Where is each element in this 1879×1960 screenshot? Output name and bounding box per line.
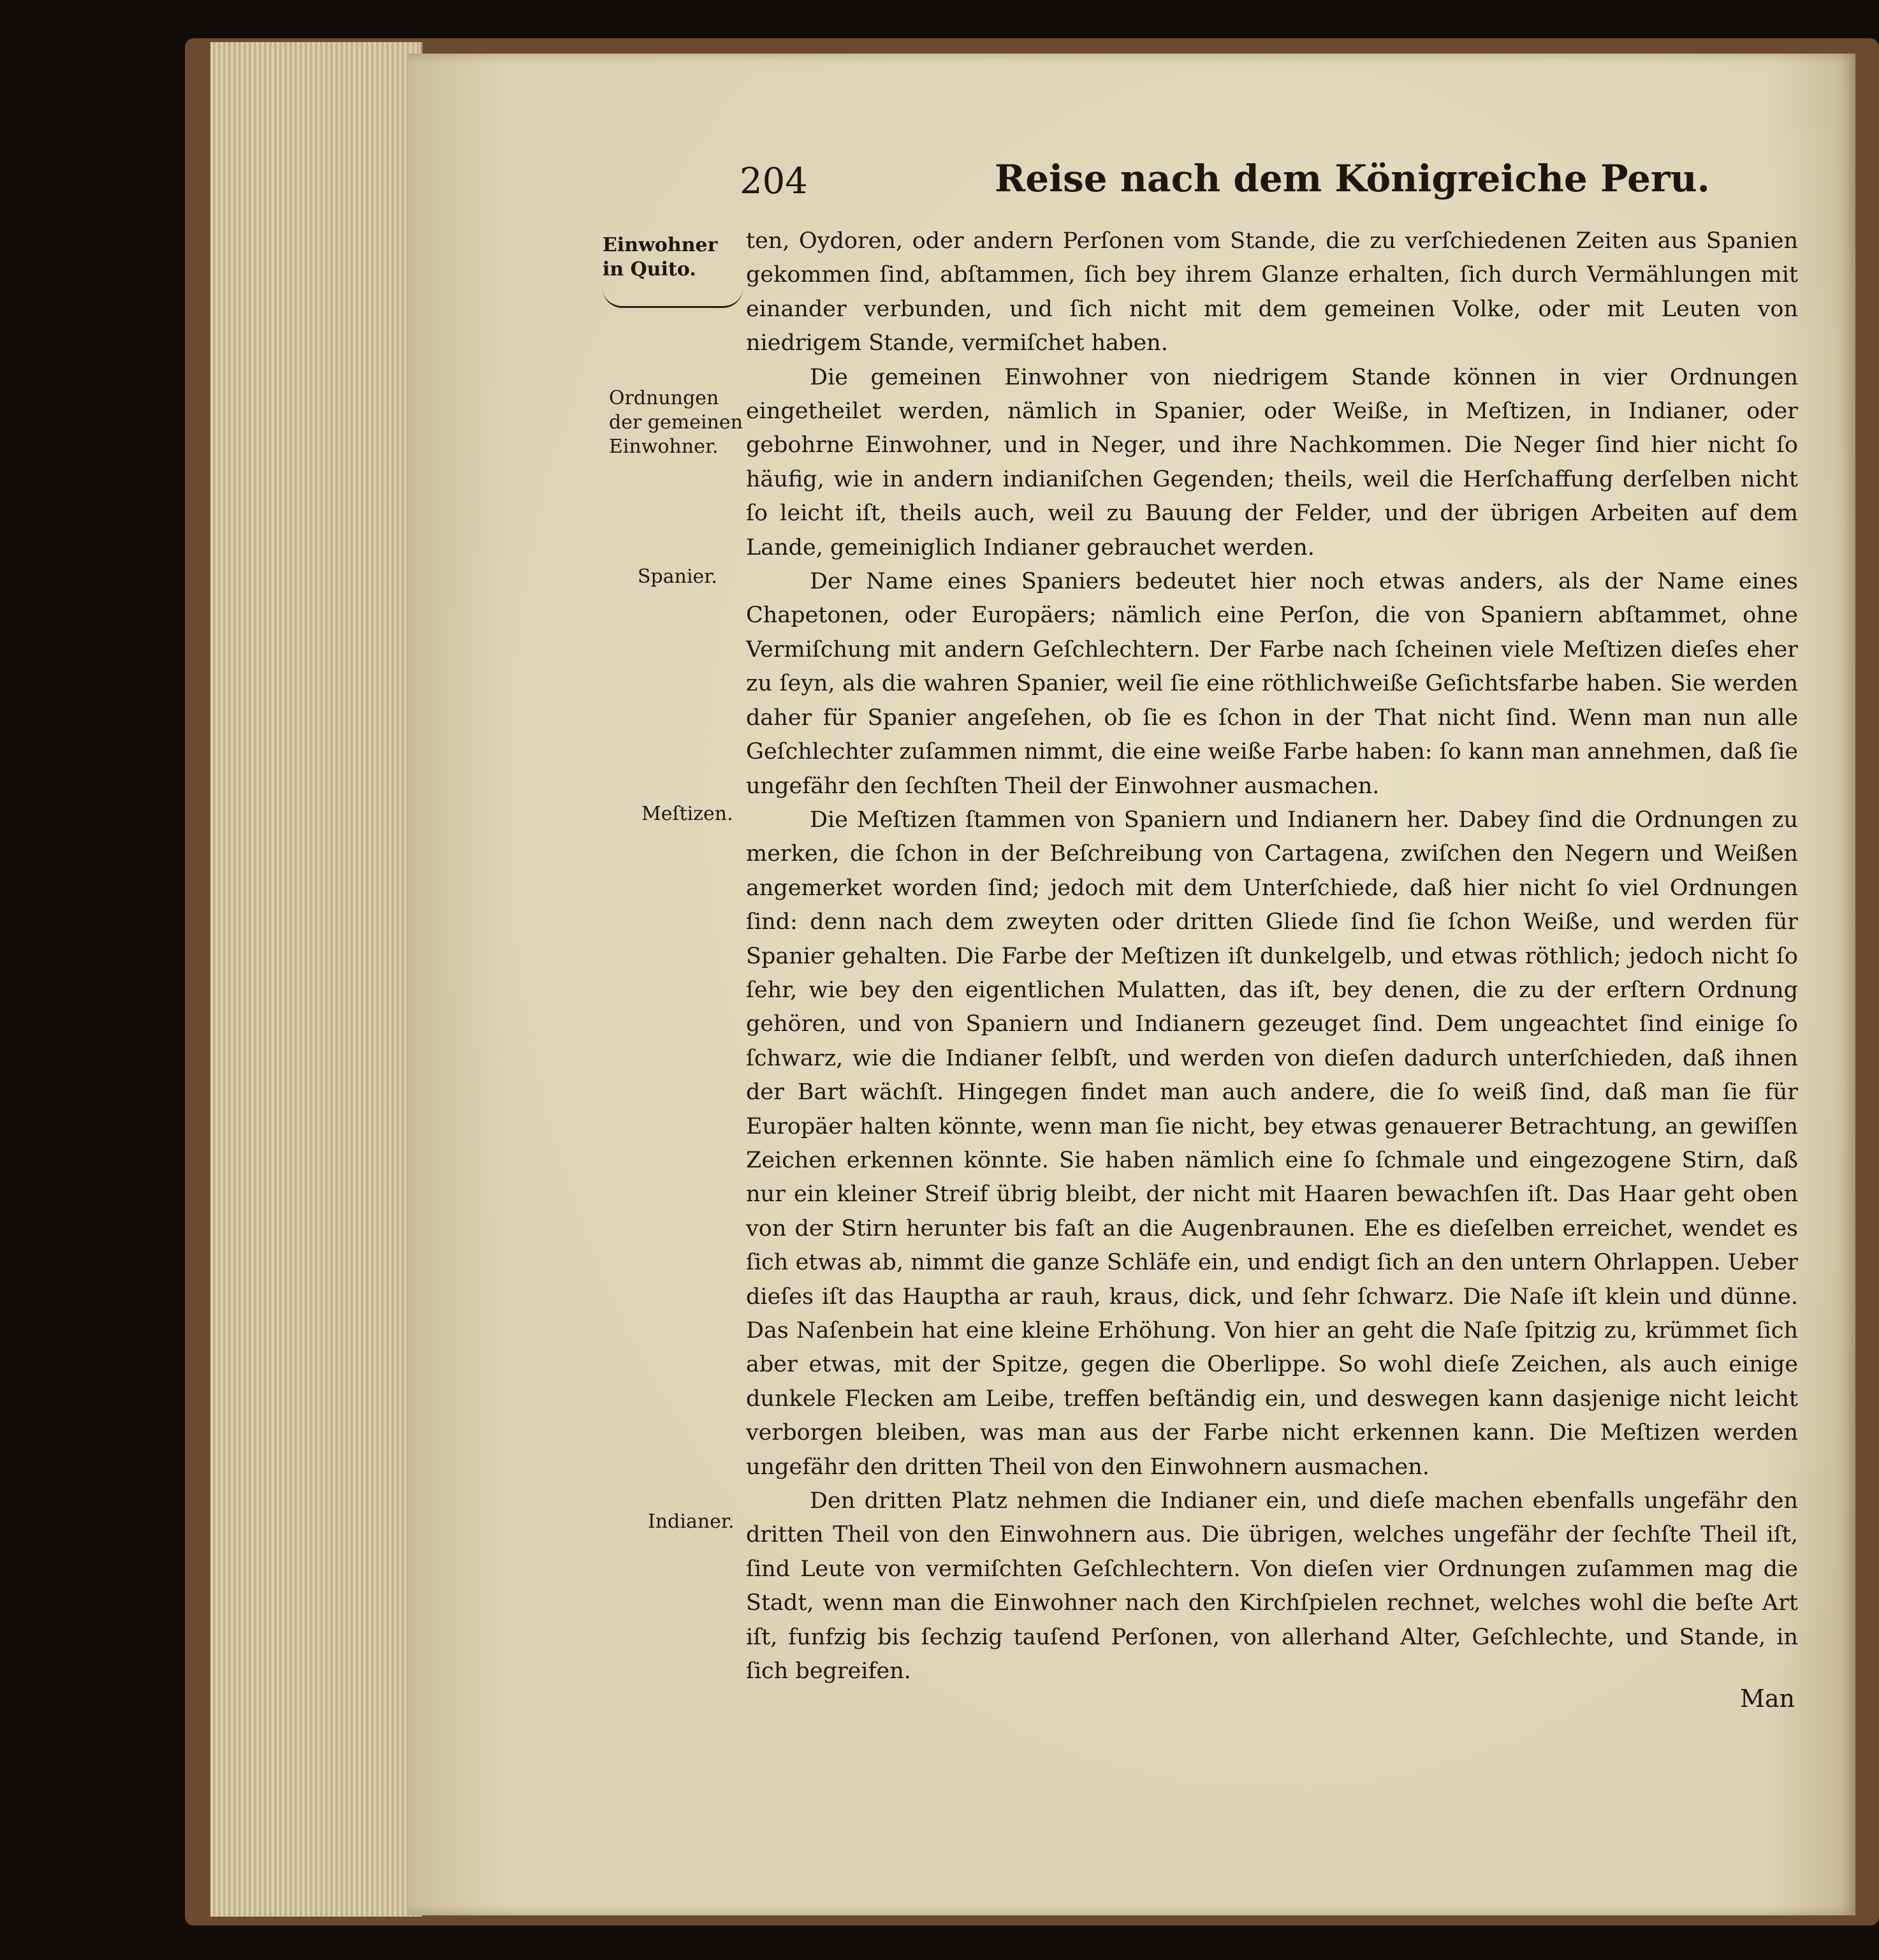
page-number: 204 — [740, 161, 808, 202]
paragraph-indianer: Den dritten Platz nehmen die Indianer ein, und dieſe machen ebenfalls ungefähr den dritten Theil von den Einwohnern aus. Die übrigen, welches ungefähr der ſechſte Theil iſt, ſind Leute von vermiſchten Geſchlechtern. Von dieſen vier Ordnungen zuſammen mag die Stadt, wenn man die Einwohner nach den Kirchſpielen rechnet, welches wohl die beſte Art iſt, funfzig bis ſechzig tauſend Perſonen, von allerhand Alter, Geſchlechte, und Stande, in ſich begreifen. — [746, 1488, 1798, 1685]
marginal-note-einwohner — [603, 233, 717, 282]
marginal-note-spanier: Spanier. — [638, 566, 717, 588]
marginal-ordnungen-line1: Ordnungen — [609, 387, 719, 409]
marginal-brace — [603, 288, 743, 308]
marginal-ordnungen-line2: der gemeinen — [609, 411, 743, 434]
page-edges — [210, 42, 423, 1917]
marginal-note-mestizen: Meſtizen. — [641, 803, 733, 825]
body-text — [746, 224, 1798, 1688]
paragraph-mestizen: Die Meſtizen ſtammen von Spaniern und Indianern her. Dabey ſind die Ordnungen zu merken, die ſchon in der Beſchreibung von Cartagena, zwiſchen den Negern und Weißen angemerket worden ſind; jedoch mit dem Unterſchiede, daß hier nicht ſo viel Ordnungen ſind: denn nach dem zweyten oder dritten Gliede ſind ſie ſchon Weiße, und werden für Spanier gehalten. Die Farbe der Meſtizen iſt dunkelgelb, und etwas röthlich; jedoch nicht ſo ſehr, wie bey den eigentlichen Mulatten, das iſt, bey denen, die zu der erſtern Ordnung gehören, und von Spaniern und Indianern gezeuget ſind. Dem ungeachtet ſind einige ſo ſchwarz, wie die Indianer ſelbſt, und werden von dieſen dadurch unterſchieden, daß ihnen der Bart wächſt. Hingegen findet man auch andere, die ſo weiß ſind, daß man ſie für Europäer halten könnte, wenn man ſie nicht, bey etwas genauerer Betrachtung, an gewiſſen Zeichen erkennen könnte. Sie haben nämlich eine ſo ſchmale und eingezogene Stirn, daß nur ein kleiner Streif übrig bleibt, der nicht mit Haaren bewachſen iſt. Das Haar geht oben von der Stirn herunter bis faſt an die Augenbraunen. Ehe es dieſelben erreichet, wendet es ſich etwas ab, nimmt die ganze Schläfe ein, und endigt ſich an den untern Ohrlappen. Ueber dieſes iſt das Hauptha ar rauh, kraus, dick, und ſehr ſchwarz. Die Naſe iſt klein und dünne. Das Naſenbein hat eine kleine Erhöhung. Von hier an geht die Naſe ſpitzig zu, krümmet ſich aber etwas, mit der Spitze, gegen die Oberlippe. So wohl dieſe Zeichen, als auch einige dunkele Flecken am Leibe, treffen beſtändig ein, und deswegen kann dasjenige nicht leicht verborgen bleiben, was man aus der Farbe nicht erkennen kann. Die Meſtizen werden ungefähr den dritten Theil von den Einwohnern ausmachen. — [746, 807, 1798, 1480]
marginal-einwohner-line2: in Quito. — [603, 258, 696, 281]
marginal-note-ordnungen — [609, 386, 743, 459]
marginal-einwohner-line1: Einwohner — [603, 234, 718, 256]
paragraph-ordnungen: Die gemeinen Einwohner von niedrigem Stande können in vier Ordnungen eingetheilet werden, nämlich in Spanier, oder Weiße, in Meſtizen, in Indianer, oder gebohrne Einwohner, und in Neger, und ihre Nachkommen. Die Neger ſind hier nicht ſo häufig, wie in andern indianiſchen Gegenden; theils, weil die Herſchaffung derſelben nicht ſo leicht iſt, theils auch, weil zu Bauung der Felder, und der übrigen Arbeiten auf dem Lande, gemeiniglich Indianer gebrauchet werden. — [746, 364, 1798, 560]
paragraph-spanier: Der Name eines Spaniers bedeutet hier noch etwas anders, als der Name eines Chapetonen, oder Europäers; nämlich eine Perſon, die von Spaniern abſtammet, ohne Vermiſchung mit andern Geſchlechtern. Der Farbe nach ſcheinen viele Meſtizen dieſes eher zu ſeyn, als die wahren Spanier, weil ſie eine röthlichweiße Geſichtsfarbe haben. Sie werden daher für Spanier angeſehen, ob ſie es ſchon in der That nicht ſind. Wenn man nun alle Geſchlechter zuſammen nimmt, die eine weiße Farbe haben: ſo kann man annehmen, daß ſie ungefähr den ſechſten Theil der Einwohner ausmachen. — [746, 569, 1798, 799]
marginal-note-indianer: Indianer. — [648, 1510, 735, 1533]
catchword: Man — [1739, 1685, 1795, 1713]
paragraph-continuation: ten, Oydoren, oder andern Perſonen vom Stande, die zu verſchiedenen Zeiten aus Spanien gekommen ſind, abſtammen, ſich bey ihrem Glanze erhalten, ſich durch Vermählungen mit einander verbunden, und ſich nicht mit dem gemeinen Volke, oder mit Leuten von niedrigem Stande, vermiſchet haben. — [746, 228, 1798, 356]
marginal-ordnungen-line3: Einwohner. — [609, 435, 719, 458]
running-head: Reise nach dem Königreiche Peru. — [995, 157, 1710, 200]
